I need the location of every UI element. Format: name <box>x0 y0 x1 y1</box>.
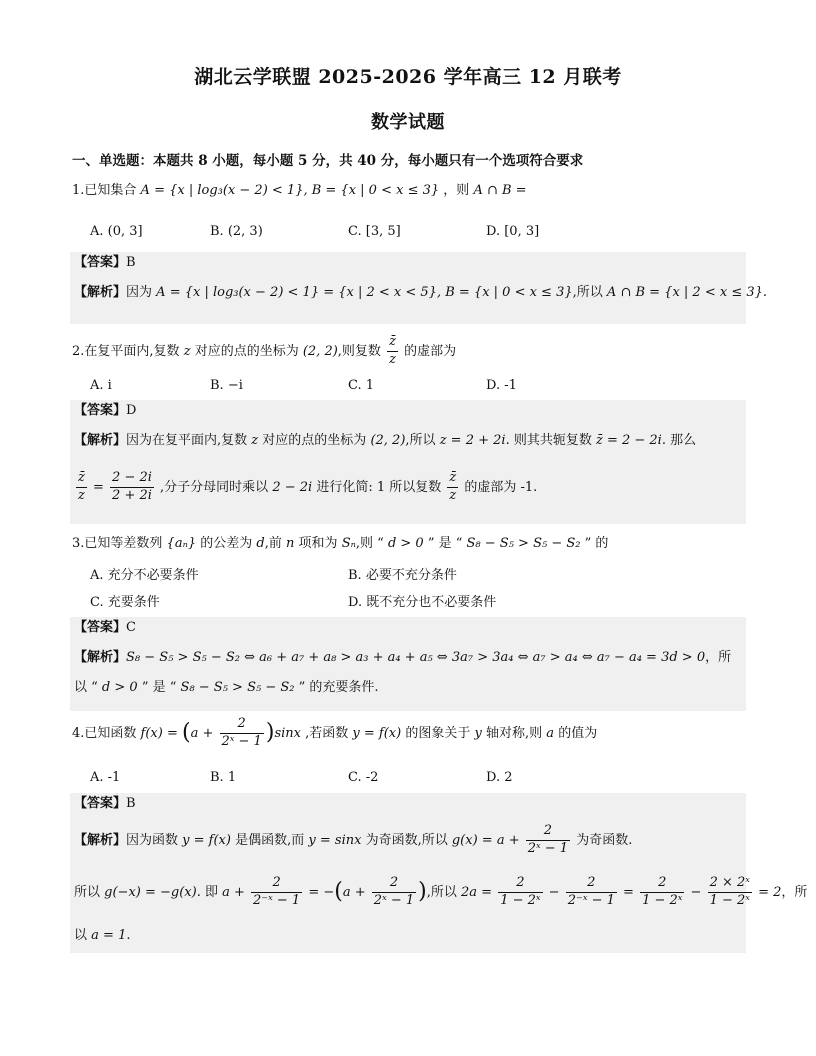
option-d[interactable]: D. 2 <box>486 770 513 785</box>
question-4-solution <box>70 793 808 953</box>
analysis-line: 【解析】因为 A = {x | log₃(x − 2) < 1} = {x | 2 < x < 5}, B = {x | 0 < x ≤ 3},所以 A ∩ B = {x | 2 < x ≤ 3}. <box>74 285 768 300</box>
question-1-solution <box>70 252 768 324</box>
exam-subtitle: 数学试题 <box>371 112 445 133</box>
analysis-line-2: 所以 g(−x) = −g(x). 即 a + $\frac{2}{\text{2⁻ˣ − 1}}$ = −(a + $\frac{2}{\text{2ˣ − 1}}$ ),所以 2a = $\frac{2}{\text{1 − 2ˣ}}$ − $\frac{2}{\text{2⁻ˣ − 1}}$ = $\frac{2}{\text{1 − 2ˣ}}$ − $\frac{\text{2 × 2ˣ}}{\text{1 − 2ˣ}}$ = 2，所 <box>74 875 808 908</box>
question-4-stem: 4.已知函数 f(x) = (a + $\frac{2}{\text{2ˣ − 1}}$ )sinx ,若函数 y = f(x) 的图象关于 y 轴对称,则 a 的值为 <box>72 716 598 749</box>
option-a[interactable]: A. 充分不必要条件 <box>90 568 199 583</box>
question-3-stem: 3.已知等差数列 {aₙ} 的公差为 d,前 n 项和为 Sₙ,则 “ d > 0 ” 是 “ S₈ − S₅ > S₅ − S₂ ” 的 <box>72 536 609 551</box>
option-d[interactable]: D. [0, 3] <box>486 224 540 239</box>
answer-line: 【答案】D <box>74 403 137 418</box>
analysis-line-1: 【解析】因为在复平面内,复数 z 对应的点的坐标为 (2, 2),所以 z = 2 + 2i. 则其共轭复数 z̄ = 2 − 2i. 那么 <box>74 433 697 448</box>
analysis-line-2: $\frac{z̄}{z}$ = $\frac{2 - 2i}{2 + 2i}$ ,分子分母同时乘以 2 − 2i 进行化简: 1 所以复数 $\frac{z̄}{z}$ 的虚部为 -1. <box>78 470 538 503</box>
option-b[interactable]: B. 必要不充分条件 <box>348 568 457 583</box>
option-c[interactable]: C. [3, 5] <box>348 224 401 239</box>
analysis-line-2: 以 “ d > 0 ” 是 “ S₈ − S₅ > S₅ − S₂ ” 的充要条件. <box>74 680 379 695</box>
option-a[interactable]: A. -1 <box>90 770 121 785</box>
option-a[interactable]: A. i <box>90 378 112 393</box>
analysis-line-3: 以 a = 1. <box>74 928 131 943</box>
answer-line: 【答案】B <box>74 255 136 270</box>
answer-value: B <box>126 796 136 811</box>
question-2-solution <box>70 400 746 524</box>
option-b[interactable]: B. 1 <box>210 770 237 785</box>
option-d[interactable]: D. 既不充分也不必要条件 <box>348 595 497 610</box>
answer-line: 【答案】B <box>74 796 136 811</box>
answer-value: D <box>126 403 137 418</box>
option-d[interactable]: D. -1 <box>486 378 517 393</box>
option-b[interactable]: B. (2, 3) <box>210 224 263 239</box>
analysis-line-1: 【解析】因为函数 y = f(x) 是偶函数,而 y = sinx 为奇函数,所以 g(x) = a + $\frac{2}{\text{2ˣ − 1}}$ 为奇函数. <box>74 823 633 856</box>
analysis-line-1: 【解析】S₈ − S₅ > S₅ − S₂ ⇔ a₆ + a₇ + a₈ > a₃ + a₄ + a₅ ⇔ 3a₇ > 3a₄ ⇔ a₇ > a₄ ⇔ a₇ − a₄ = 3d > 0，所 <box>74 650 732 665</box>
question-3-solution <box>70 617 746 711</box>
answer-line: 【答案】C <box>74 620 136 635</box>
option-c[interactable]: C. 1 <box>348 378 375 393</box>
question-2-stem: 2.在复平面内,复数 z 对应的点的坐标为 (2, 2),则复数 $\frac{z̄}{z}$ 的虚部为 <box>72 334 457 367</box>
section-heading: 一、单选题：本题共 8 小题，每小题 5 分，共 40 分，每小题只有一个选项符合要求 <box>72 153 584 169</box>
q2-fraction: $\frac{z̄}{z}$ <box>389 334 396 367</box>
q1-ask: A ∩ B = <box>473 183 527 198</box>
question-1-stem: 1.已知集合 A = {x | log₃(x − 2) < 1}, B = {x | 0 < x ≤ 3} ，则 A ∩ B = <box>72 183 527 198</box>
answer-value: C <box>126 620 136 635</box>
exam-title: 湖北云学联盟 2025-2026 学年高三 12 月联考 <box>194 66 622 88</box>
option-b[interactable]: B. −i <box>210 378 243 393</box>
answer-value: B <box>126 255 136 270</box>
option-c[interactable]: C. 充要条件 <box>90 595 160 610</box>
q1-sets: A = {x | log₃(x − 2) < 1}, B = {x | 0 < x ≤ 3} <box>140 183 440 198</box>
option-c[interactable]: C. -2 <box>348 770 379 785</box>
option-a[interactable]: A. (0, 3] <box>90 224 143 239</box>
